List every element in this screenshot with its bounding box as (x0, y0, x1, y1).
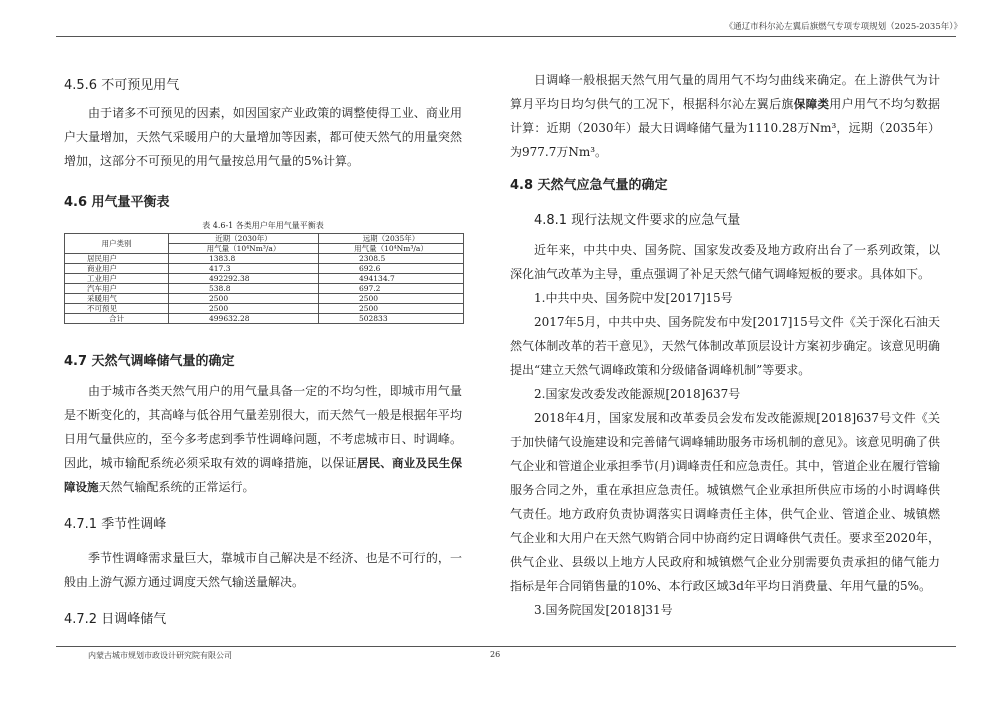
row-label: 不可预见 (65, 304, 169, 314)
paragraph-peak-shaving (64, 379, 462, 499)
paragraph-bold-text: 居民、商业及民生保障设施 (64, 456, 462, 494)
header-rule (56, 36, 956, 37)
table-caption: 表 4.6-1 各类用户年用气量平衡表 (202, 221, 324, 230)
paragraph-text: 由于城市各类天然气用户的用气量具备一定的不均匀性，即城市用气量是不断变化的，其高峰与低谷用气量差别很大，而天然气一般是根据年平均日用气量供应的，至今多考虑到季节性调峰问题，不考虑城市日、时调峰。因此，城市输配系统必须采取有效的调峰措施，以保证 (64, 384, 462, 470)
row-far-value: 2500 (318, 294, 463, 304)
row-label: 工业用户 (65, 274, 169, 284)
paragraph-seasonal-peak: 季节性调峰需求量巨大，靠城市自己解决是不经济、也是不可行的，一般由上游气源方通过调度天然气输送量解决。 (64, 551, 462, 589)
footer-organization: 内蒙古城市规划市政设计研究院有限公司 (88, 651, 232, 660)
row-label: 商业用户 (65, 264, 169, 274)
row-near-value: 1383.8 (169, 254, 319, 264)
header-far-unit: 用气量（10⁴Nm³/a） (318, 244, 463, 254)
paragraph-unforeseen-gas: 由于诸多不可预见的因素，如因国家产业政策的调整使得工业、商业用户大量增加，天然气采暖用户的大量增加等因素，都可使天然气的用量突然增加，这部分不可预见的用气量按总用气量的5%计算。 (64, 106, 462, 168)
paragraph-daily-peak (510, 68, 940, 164)
header-user-category: 用户类别 (65, 234, 169, 254)
page-number: 26 (490, 650, 501, 659)
row-near-value: 492292.38 (169, 274, 319, 284)
heading-4-7-1: 4.7.1 季节性调峰 (64, 517, 167, 532)
row-near-value: 538.8 (169, 284, 319, 294)
row-label: 汽车用户 (65, 284, 169, 294)
row-label: 居民用户 (65, 254, 169, 264)
row-far-value: 697.2 (318, 284, 463, 294)
table-total-row (65, 314, 464, 324)
row-label: 采暖用气 (65, 294, 169, 304)
row-label: 合计 (65, 314, 169, 324)
paragraph-item-1: 2017年5月，中共中央、国务院发布中发[2017]15号文件《关于深化石油天然气体制改革的若干意见》，天然气体制改革顶层设计方案初步确定。该意见明确提出“建立天然气调峰政策和分级储备调峰机制”等要求。 (510, 315, 940, 377)
row-near-value: 499632.28 (169, 314, 319, 324)
row-near-value: 2500 (169, 304, 319, 314)
table-row (65, 254, 464, 264)
right-column (510, 46, 940, 622)
table-header-row (65, 234, 464, 244)
paragraph-policy-intro: 近年来，中共中央、国务院、国家发改委及地方政府出台了一系列政策，以深化油气改革为主导，重点强调了补足天然气储气调峰短板的要求。具体如下。 (510, 243, 940, 281)
list-item-title: 3.国务院国发[2018]31号 (534, 603, 673, 617)
table-row (65, 294, 464, 304)
row-far-value: 502833 (318, 314, 463, 324)
left-column (64, 46, 462, 627)
gas-balance-table (64, 233, 464, 324)
table-row (65, 304, 464, 314)
heading-4-5-6: 4.5.6 不可预见用气 (64, 78, 180, 93)
header-far-period: 远期（2035年） (318, 234, 463, 244)
paragraph-text: 日调峰一般根据天然气用气量的周用气不均匀曲线来确定。在上游供气为计算月平均日均匀供气的工况下，根据科尔沁左翼后旗 (510, 73, 940, 111)
row-far-value: 2500 (318, 304, 463, 314)
paragraph-text: 用户用气不均匀数据计算：近期（2030年）最大日调峰储气量为1110.28万Nm³，远期（2035年）为977.7万Nm³。 (510, 97, 940, 159)
heading-4-6: 4.6 用气量平衡表 (64, 195, 170, 210)
header-near-period: 近期（2030年） (169, 234, 319, 244)
row-far-value: 494134.7 (318, 274, 463, 284)
row-far-value: 692.6 (318, 264, 463, 274)
row-far-value: 2308.5 (318, 254, 463, 264)
paragraph-text: 天然气输配系统的正常运行。 (98, 480, 255, 494)
table-row (65, 274, 464, 284)
paragraph-bold-text: 保障类 (793, 97, 830, 111)
table-row (65, 264, 464, 274)
list-item-title: 2.国家发改委发改能源规[2018]637号 (534, 387, 741, 401)
list-item-title: 1.中共中央、国务院中发[2017]15号 (534, 291, 733, 305)
header-near-unit: 用气量（10⁴Nm³/a） (169, 244, 319, 254)
paragraph-item-2: 2018年4月，国家发展和改革委员会发布发改能源规[2018]637号文件《关于加快储气设施建设和完善储气调峰辅助服务市场机制的意见》。该意见明确了供气企业和管道企业承担季节(月)调峰责任和应急责任。其中，管道企业在履行管输服务合同之外，重在承担应急责任。城镇燃气企业承担所供应市场的小时调峰供气责任。地方政府负责协调落实日调峰责任主体，供气企业、管道企业、城镇燃气企业和大用户在天然气购销合同中协商约定日调峰供气责任。要求至2020年，供气企业、县级以上地方人民政府和城镇燃气企业分别需要负责承担的储气能力指标是年合同销售量的10%、本行政区域3d年平均日消费量、年用气量的5%。 (510, 411, 940, 593)
row-near-value: 2500 (169, 294, 319, 304)
row-near-value: 417.3 (169, 264, 319, 274)
running-header: 《通辽市科尔沁左翼后旗燃气专项专项规划（2025-2035年）》 (724, 22, 962, 32)
heading-4-8: 4.8 天然气应急气量的确定 (510, 178, 668, 193)
heading-4-7: 4.7 天然气调峰储气量的确定 (64, 354, 235, 369)
heading-4-7-2: 4.7.2 日调峰储气 (64, 612, 167, 627)
footer-rule (56, 646, 956, 647)
heading-4-8-1: 4.8.1 现行法规文件要求的应急气量 (534, 213, 741, 228)
table-row (65, 284, 464, 294)
